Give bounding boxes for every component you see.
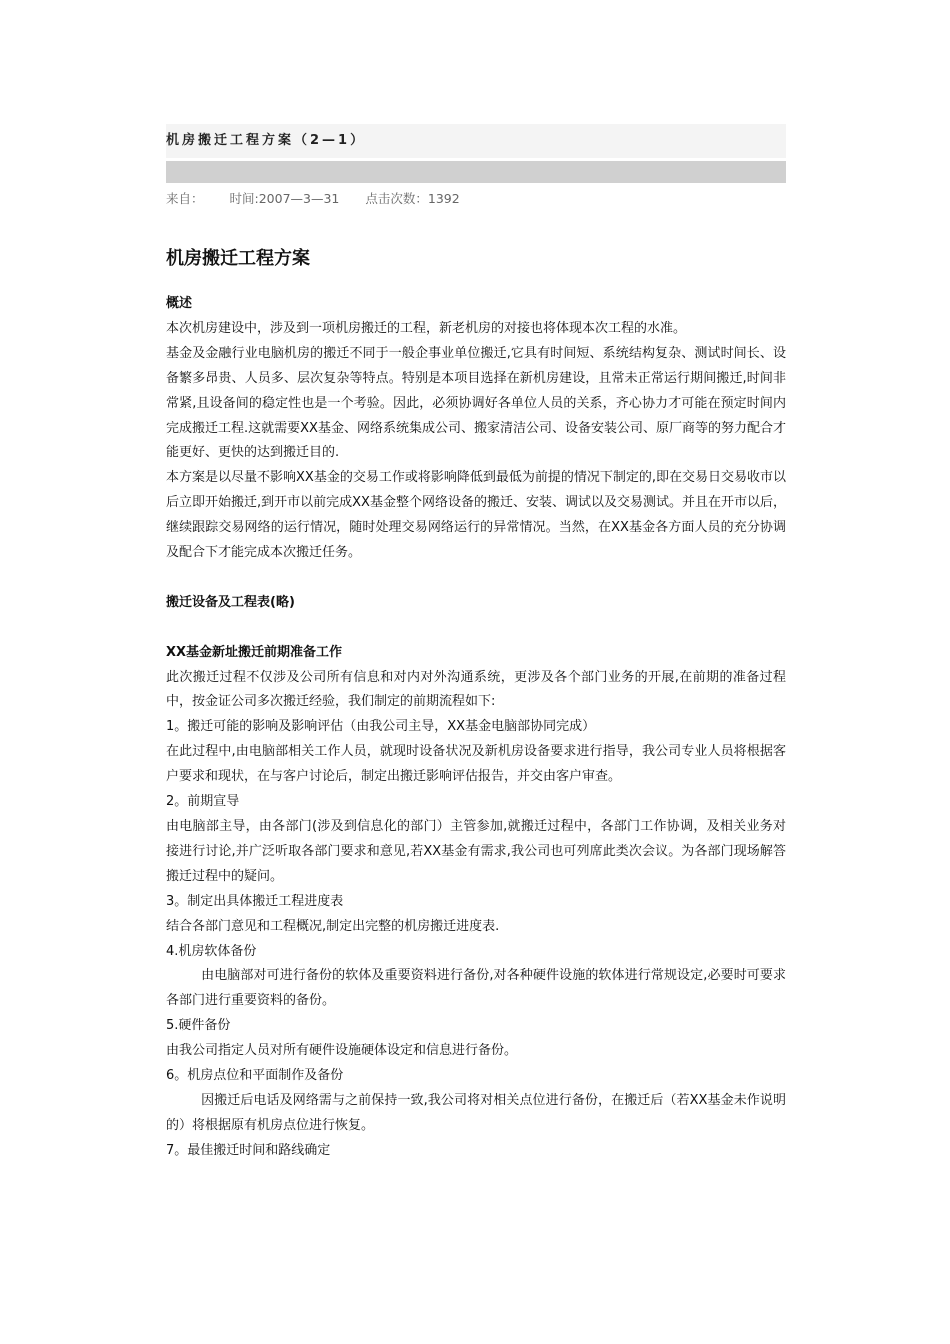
paragraph: 本次机房建设中，涉及到一项机房搬迁的工程，新老机房的对接也将体现本次工程的水准。: [166, 320, 687, 336]
paragraph: 4.机房软体备份: [166, 943, 257, 959]
paragraph: 1。搬迁可能的影响及影响评估（由我公司主导，XX基金电脑部协同完成）: [166, 719, 596, 735]
blank-line: [166, 566, 786, 591]
section-heading: XX基金新址搬迁前期准备工作: [166, 644, 343, 660]
paragraph: 在此过程中,由电脑部相关工作人员，就现时设备状况及新机房设备要求进行指导，我公司专业人员将根据客户要求和现状，在与客户讨论后，制定出搬迁影响评估报告，并交由客户审查。: [166, 744, 786, 785]
paragraph: 6。机房点位和平面制作及备份: [166, 1068, 344, 1084]
meta-clicks: 点击次数：1392: [365, 191, 460, 206]
paragraph: 结合各部门意见和工程概况,制定出完整的机房搬迁进度表.: [166, 918, 500, 934]
meta-from: 来自：: [166, 191, 204, 206]
paragraph: 基金及金融行业电脑机房的搬迁不同于一般企事业单位搬迁,它具有时间短、系统结构复杂、测试时间长、设备繁多昂贵、人员多、层次复杂等特点。特别是本项目选择在新机房建设，且常未正常运行期间搬迁,时间非常紧,且设备间的稳定性也是一个考验。因此，必须协调好各单位人员的关系，齐心协力才可能在预定时间内完成搬迁工程.这就需要XX基金、网络系统集成公司、搬家清洁公司、设备安装公司、原厂商等的努力配合才能更好、更快的达到搬迁目的.: [166, 345, 786, 461]
paragraph: 本方案是以尽量不影响XX基金的交易工作或将影响降低到最低为前提的情况下制定的,即在交易日交易收市以后立即开始搬迁,到开市以前完成XX基金整个网络设备的搬迁、安装、调试以及交易测试。并且在开市以后，继续跟踪交易网络的运行情况，随时处理交易网络运行的异常情况。当然，在XX基金各方面人员的充分协调及配合下才能完成本次搬迁任务。: [166, 470, 786, 561]
article-title-bar: [166, 124, 786, 158]
paragraph: 由电脑部对可进行备份的软体及重要资料进行备份,对各种硬件设施的软体进行常规设定,必要时可要求各部门进行重要资料的备份。: [166, 968, 786, 1009]
article-title: 机房搬迁工程方案（2—1）: [166, 133, 367, 148]
paragraph: 因搬迁后电话及网络需与之前保持一致,我公司将对相关点位进行备份，在搬迁后（若XX基金未作说明的）将根据原有机房点位进行恢复。: [166, 1092, 786, 1133]
paragraph: 5.硬件备份: [166, 1018, 231, 1034]
document-body: [166, 292, 786, 1164]
article-meta: [166, 190, 482, 208]
section-heading: 搬迁设备及工程表(略): [166, 594, 295, 610]
paragraph: 由我公司指定人员对所有硬件设施硬体设定和信息进行备份。: [166, 1043, 518, 1059]
divider-bar: [166, 161, 786, 183]
paragraph: 2。前期宣导: [166, 794, 240, 810]
meta-time: 时间:2007—3—31: [229, 191, 340, 206]
document-title: 机房搬迁工程方案: [166, 248, 310, 269]
paragraph: 7。最佳搬迁时间和路线确定: [166, 1142, 331, 1158]
paragraph: 此次搬迁过程不仅涉及公司所有信息和对内对外沟通系统，更涉及各个部门业务的开展,在前期的准备过程中，按金证公司多次搬迁经验，我们制定的前期流程如下:: [166, 669, 786, 710]
paragraph: 由电脑部主导，由各部门(涉及到信息化的部门）主管参加,就搬迁过程中，各部门工作协调，及相关业务对接进行讨论,并广泛听取各部门要求和意见,若XX基金有需求,我公司也可列席此类次会议。为各部门现场解答搬迁过程中的疑问。: [166, 819, 786, 884]
paragraph: 3。制定出具体搬迁工程进度表: [166, 893, 344, 909]
blank-line: [166, 616, 786, 641]
section-heading: 概述: [166, 296, 193, 311]
